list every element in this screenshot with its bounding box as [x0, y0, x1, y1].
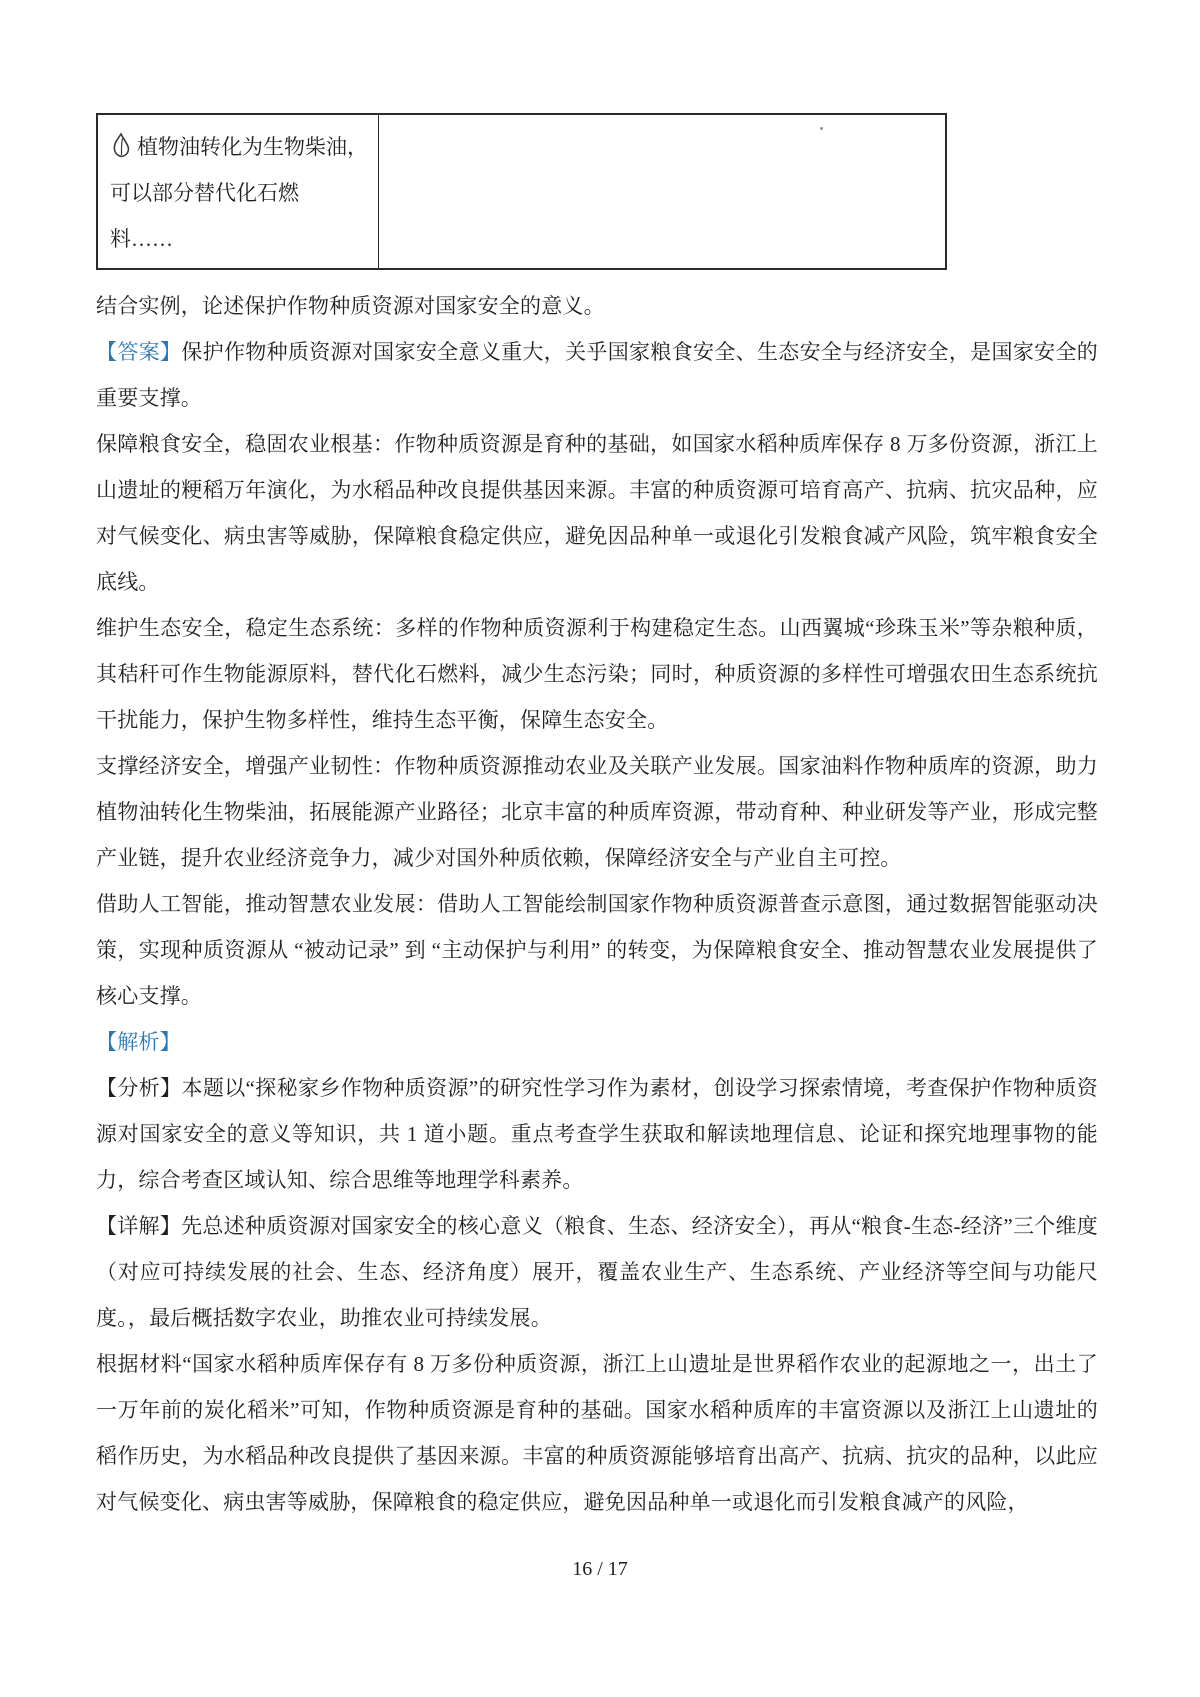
question-text: 结合实例，论述保护作物种质资源对国家安全的意义。	[96, 294, 605, 318]
answer-paragraph-economic-security: 支撑经济安全，增强产业韧性：作物种质资源推动农业及关联产业发展。国家油料作物种质库的资源，助力植物油转化生物柴油，拓展能源产业路径；北京丰富的种质库资源，带动育种、种业研发等产业，形成完整产业链，提升农业经济竞争力，减少对国外种质依赖，保障经济安全与产业自主可控。	[96, 754, 1098, 870]
analysis-paragraph-material: 根据材料“国家水稻种质库保存有 8 万多份种质资源，浙江上山遗址是世界稻作农业的起源地之一，出土了一万年前的炭化稻米”可知，作物种质资源是育种的基础。国家水稻种质库的丰富资源以及浙江上山遗址的稻作历史，为水稻品种改良提供了基因来源。丰富的种质资源能够培育出高产、抗病、抗灾的品种，以此应对气候变化、病虫害等威胁，保障粮食的稳定供应，避免因品种单一或退化而引发粮食减产的风险，	[96, 1352, 1098, 1514]
table-cell-right	[379, 115, 945, 268]
table-text-line	[110, 124, 372, 170]
answer-summary-text: 保护作物种质资源对国家安全意义重大，关乎国家粮食安全、生态安全与经济安全，是国家安全的重要支撑。	[96, 340, 1098, 410]
table-text-line: 可以部分替代化石燃	[110, 181, 299, 205]
ink-speck	[820, 127, 823, 130]
table-cell-left	[98, 115, 379, 268]
page-number: 16 / 17	[572, 1558, 628, 1580]
analysis-label: 【解析】	[96, 1030, 181, 1054]
answer-paragraph-food-security: 保障粮食安全，稳固农业根基：作物种质资源是育种的基础，如国家水稻种质库保存 8 万多份资源，浙江上山遗址的粳稻万年演化，为水稻品种改良提供基因来源。丰富的种质资源可培育高产、抗病、抗灾品种，应对气候变化、病虫害等威胁，保障粮食稳定供应，避免因品种单一或退化引发粮食减产风险，筑牢粮食安全底线。	[96, 432, 1098, 594]
answer-label: 【答案】	[96, 340, 182, 364]
analysis-paragraph-detail: 【详解】先总述种质资源对国家安全的核心意义（粮食、生态、经济安全），再从“粮食-生态-经济”三个维度（对应可持续发展的社会、生态、经济角度）展开，覆盖农业生产、生态系统、产业经济等空间与功能尺度。，最后概括数字农业，助推农业可持续发展。	[96, 1214, 1098, 1330]
table-text: 植物油转化为生物柴油，	[137, 135, 368, 159]
answer-paragraph-intro	[96, 329, 1098, 421]
analysis-section-heading	[96, 1019, 1098, 1065]
table-text-line: 料……	[110, 227, 173, 251]
answer-paragraph-ai-agriculture: 借助人工智能，推动智慧农业发展：借助人工智能绘制国家作物种质资源普查示意图，通过数据智能驱动决策，实现种质资源从 “被动记录” 到 “主动保护与利用” 的转变，为保障粮食安全、推动智慧农业发展提供了核心支撑。	[96, 892, 1098, 1008]
material-table	[96, 113, 947, 270]
analysis-paragraph-overview: 【分析】本题以“探秘家乡作物种质资源”的研究性学习作为素材，创设学习探索情境，考查保护作物种质资源对国家安全的意义等知识，共 1 道小题。重点考查学生获取和解读地理信息、论证和探究地理事物的能力，综合考查区域认知、综合思维等地理学科素养。	[96, 1076, 1098, 1192]
document-content	[96, 113, 1098, 1525]
leaf-doodle-icon	[110, 129, 132, 156]
answer-paragraph-eco-security: 维护生态安全，稳定生态系统：多样的作物种质资源利于构建稳定生态。山西翼城“珍珠玉米”等杂粮种质，其秸秆可作生物能源原料，替代化石燃料，减少生态污染；同时，种质资源的多样性可增强农田生态系统抗干扰能力，保护生物多样性，维持生态平衡，保障生态安全。	[96, 616, 1098, 732]
